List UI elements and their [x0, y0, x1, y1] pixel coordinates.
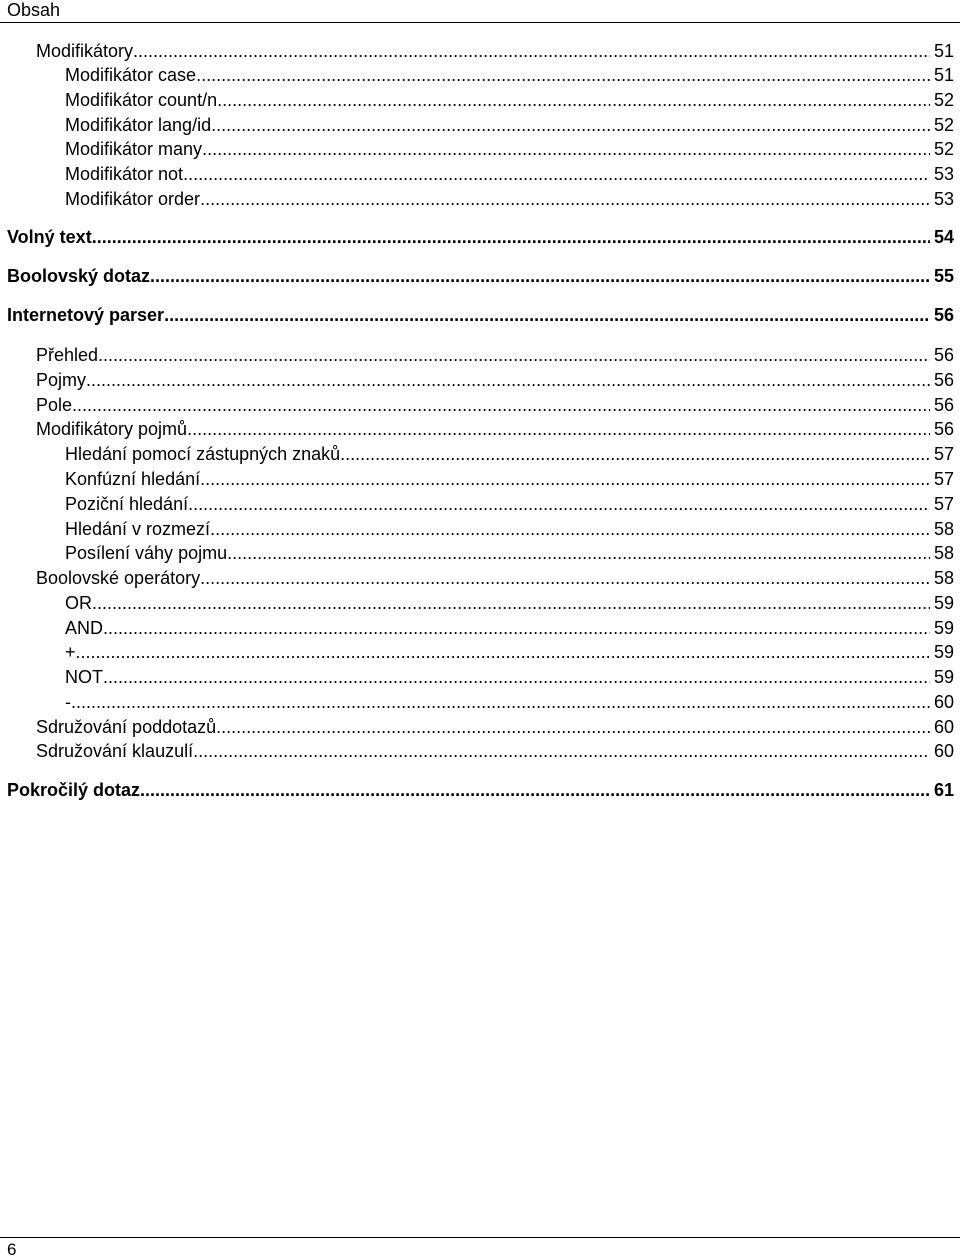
toc-entry-page: 56 — [933, 370, 954, 390]
toc-entry[interactable] — [65, 64, 954, 86]
toc-entry[interactable] — [7, 779, 954, 801]
toc-entry[interactable] — [65, 468, 954, 490]
toc-entry-page: 59 — [933, 642, 954, 662]
toc-dot-leader — [200, 188, 930, 210]
toc-entry-page: 51 — [933, 65, 954, 85]
toc-entry-label: Modifikátor many — [65, 139, 203, 159]
footer-page-number: 6 — [7, 1240, 17, 1259]
toc-entry-label: Modifikátor case — [65, 65, 197, 85]
toc-entry-label: Sdružování poddotazů — [36, 717, 217, 737]
toc-dot-leader — [193, 740, 930, 762]
toc-dot-leader — [200, 468, 930, 490]
toc-entry[interactable] — [65, 518, 954, 540]
toc-entry[interactable] — [36, 716, 954, 738]
toc-entry-page: 60 — [933, 692, 954, 712]
toc-entry-page: 58 — [933, 568, 954, 588]
toc-entry[interactable] — [7, 226, 954, 248]
toc-entry-label: Internetový parser — [7, 305, 165, 325]
toc-entry[interactable] — [65, 691, 954, 713]
toc-dot-leader — [200, 567, 930, 589]
toc-entry[interactable] — [65, 641, 954, 663]
toc-entry-page: 57 — [933, 469, 954, 489]
page-footer — [0, 1237, 960, 1260]
toc-dot-leader — [183, 163, 930, 185]
toc-dot-leader — [133, 40, 930, 62]
toc-entry[interactable] — [36, 418, 954, 440]
toc-entry-label: - — [65, 692, 71, 712]
toc-dot-leader — [196, 64, 930, 86]
toc-entry-label: Hledání v rozmezí — [65, 519, 211, 539]
toc-dot-leader — [227, 542, 930, 564]
toc-entry[interactable] — [36, 394, 954, 416]
toc-entry-label: Hledání pomocí zástupných znaků — [65, 444, 341, 464]
toc-dot-leader — [211, 114, 930, 136]
toc-dot-leader — [76, 641, 930, 663]
toc-entry[interactable] — [36, 740, 954, 762]
toc-entry[interactable] — [7, 265, 954, 287]
toc-entry[interactable] — [36, 567, 954, 589]
toc-dot-leader — [217, 89, 930, 111]
toc-entry-label: Přehled — [36, 345, 99, 365]
toc-dot-leader — [188, 493, 930, 515]
toc-entry-page: 51 — [933, 41, 954, 61]
toc-entry[interactable] — [36, 40, 954, 62]
toc-entry-page: 57 — [933, 494, 954, 514]
toc-entry[interactable] — [65, 163, 954, 185]
toc-entry-label: Pole — [36, 395, 73, 415]
toc-entry-page: 55 — [933, 266, 954, 286]
toc-dot-leader — [103, 666, 930, 688]
toc-entry-page: 56 — [933, 395, 954, 415]
toc-entry-label: Boolovské operátory — [36, 568, 201, 588]
toc-entry[interactable] — [65, 188, 954, 210]
header-title: Obsah — [7, 0, 61, 20]
toc-entry-page: 56 — [933, 305, 954, 325]
toc-entry[interactable] — [65, 114, 954, 136]
toc-entry-page: 58 — [933, 543, 954, 563]
toc-entry[interactable] — [36, 344, 954, 366]
toc-entry-page: 60 — [933, 717, 954, 737]
toc-entry-label: + — [65, 642, 76, 662]
toc-dot-leader — [72, 394, 930, 416]
toc-entry-page: 52 — [933, 139, 954, 159]
toc-entry-label: AND — [65, 618, 104, 638]
toc-entry-label: Volný text — [7, 227, 92, 247]
toc-entry[interactable] — [65, 592, 954, 614]
toc-dot-leader — [86, 369, 930, 391]
toc-dot-leader — [340, 443, 930, 465]
toc-entry-page: 54 — [933, 227, 954, 247]
toc-entry-page: 59 — [933, 667, 954, 687]
toc-entry[interactable] — [65, 443, 954, 465]
toc-entry-page: 59 — [933, 593, 954, 613]
toc-entry-page: 56 — [933, 345, 954, 365]
toc-dot-leader — [210, 518, 930, 540]
toc-entry[interactable] — [65, 617, 954, 639]
toc-dot-leader — [164, 304, 930, 326]
toc-entry-label: Sdružování klauzulí — [36, 741, 194, 761]
toc-entry-label: Modifikátor count/n — [65, 90, 218, 110]
toc-entry-page: 59 — [933, 618, 954, 638]
toc-dot-leader — [92, 592, 930, 614]
toc-entry[interactable] — [65, 89, 954, 111]
toc-entry-page: 56 — [933, 419, 954, 439]
toc-dot-leader — [150, 265, 930, 287]
toc-entry-label: Konfúzní hledání — [65, 469, 201, 489]
toc-dot-leader — [92, 226, 930, 248]
toc-entry-page: 52 — [933, 115, 954, 135]
toc-dot-leader — [140, 779, 930, 801]
toc-entry-page: 53 — [933, 164, 954, 184]
toc-entry-label: OR — [65, 593, 92, 613]
toc-dot-leader — [216, 716, 930, 738]
toc-entry-label: Modifikátory — [36, 41, 134, 61]
toc-dot-leader — [187, 418, 930, 440]
toc-entry-label: Modifikátory pojmů — [36, 419, 188, 439]
toc-entry-label: Poziční hledání — [65, 494, 189, 514]
toc-dot-leader — [202, 138, 930, 160]
toc-entry-label: Boolovský dotaz — [7, 266, 151, 286]
toc-entry-label: Modifikátor lang/id — [65, 115, 212, 135]
toc-entry-label: Modifikátor not — [65, 164, 184, 184]
toc-entry-page: 58 — [933, 519, 954, 539]
toc-entry-label: Modifikátor order — [65, 189, 201, 209]
toc-dot-leader — [71, 691, 930, 713]
toc-entry[interactable] — [36, 369, 954, 391]
toc-entry-label: Pokročilý dotaz — [7, 780, 141, 800]
toc-entry-label: Posílení váhy pojmu — [65, 543, 228, 563]
toc-entry-label: NOT — [65, 667, 103, 687]
toc-entry-label: Pojmy — [36, 370, 87, 390]
toc-entry[interactable] — [65, 542, 954, 564]
toc-entry-page: 53 — [933, 189, 954, 209]
toc-entry[interactable] — [65, 138, 954, 160]
toc-entry[interactable] — [7, 304, 954, 326]
toc-entry-page: 57 — [933, 444, 954, 464]
toc-entry-page: 60 — [933, 741, 954, 761]
toc-dot-leader — [98, 344, 930, 366]
toc-entry-page: 52 — [933, 90, 954, 110]
toc-dot-leader — [103, 617, 930, 639]
toc-entry-page: 61 — [933, 780, 954, 800]
toc-entry[interactable] — [65, 493, 954, 515]
toc-entry[interactable] — [65, 666, 954, 688]
